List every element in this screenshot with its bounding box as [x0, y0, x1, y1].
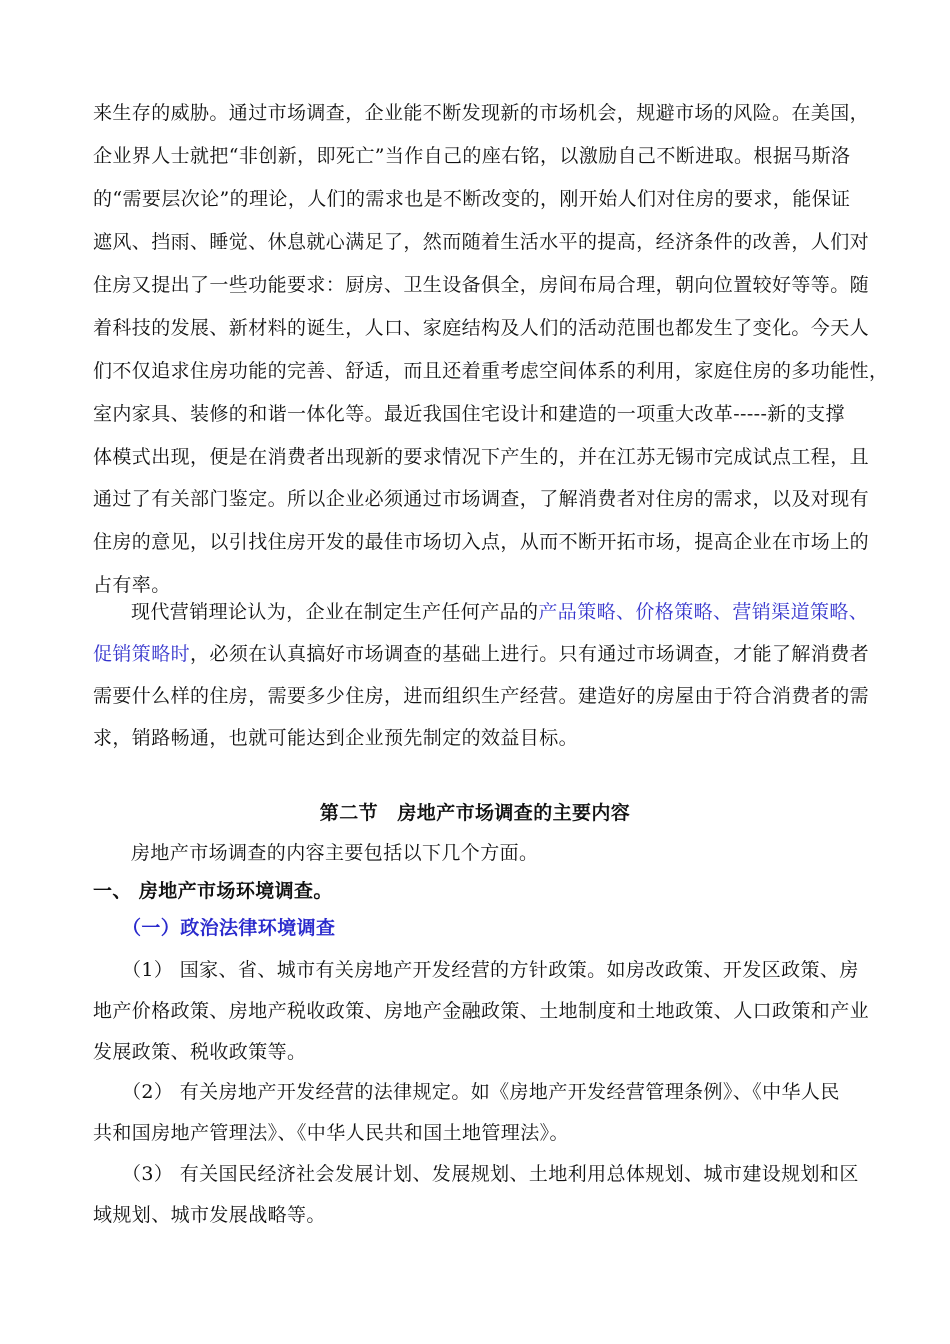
paragraph-line [93, 641, 870, 667]
paragraph-line: 来生存的威胁。通过市场调查，企业能不断发现新的市场机会，规避市场的风险。在美国， [93, 102, 870, 124]
section-intro: 房地产市场调查的内容主要包括以下几个方面。 [131, 842, 539, 864]
strategy-link[interactable]: 产品策略、价格策略、营销渠道策略、 [538, 601, 869, 623]
paragraph-line: 住房的意见，以引找住房开发的最佳市场切入点，从而不断开拓市场，提高企业在市场上的 [93, 531, 870, 553]
paragraph-text: ，必须在认真搞好市场调查的基础上进行。只有通过市场调查，才能了解消费者 [190, 643, 870, 665]
list-item-line: （2） 有关房地产开发经营的法律规定。如《房地产开发经营管理条例》、《中华人民 [122, 1081, 840, 1103]
paragraph-line: 的“需要层次论”的理论，人们的需求也是不断改变的，刚开始人们对住房的要求，能保证 [93, 188, 851, 210]
paragraph-line: 遮风、挡雨、睡觉、休息就心满足了，然而随着生活水平的提高，经济条件的改善，人们对 [93, 231, 870, 253]
paragraph-line: 着科技的发展、新材料的诞生，人口、家庭结构及人们的活动范围也都发生了变化。今天人 [93, 317, 870, 339]
list-item-line: 地产价格政策、房地产税收政策、房地产金融政策、土地制度和土地政策、人口政策和产业 [93, 1000, 870, 1022]
paragraph-line: 们不仅追求住房功能的完善、舒适，而且还着重考虑空间体系的利用，家庭住房的多功能性， [93, 360, 889, 382]
section-title: 第二节 房地产市场调查的主要内容 [319, 802, 631, 824]
paragraph-line: 住房又提出了一些功能要求：厨房、卫生设备俱全，房间布局合理，朝向位置较好等等。随 [93, 274, 870, 296]
list-item-line: 共和国房地产管理法》、《中华人民共和国土地管理法》。 [93, 1122, 569, 1144]
list-item-line: （1） 国家、省、城市有关房地产开发经营的方针政策。如房改政策、开发区政策、房 [122, 959, 859, 981]
list-item-line: （3） 有关国民经济社会发展计划、发展规划、土地利用总体规划、城市建设规划和区 [122, 1163, 859, 1185]
paragraph-line: 室内家具、装修的和谐一体化等。最近我国住宅设计和建造的一项重大改革-----新的支撑 [93, 403, 845, 425]
subheading-political-legal: （一）政治法律环境调查 [122, 917, 336, 939]
strategy-link[interactable]: 促销策略时 [93, 643, 191, 665]
list-item-line: 域规划、城市发展战略等。 [93, 1204, 326, 1226]
list-item-line: 发展政策、税收政策等。 [93, 1041, 307, 1063]
paragraph-line: 体模式出现，便是在消费者出现新的要求情况下产生的，并在江苏无锡市完成试点工程，且 [93, 446, 870, 468]
paragraph-line [131, 599, 901, 625]
heading-market-environment: 一、 房地产市场环境调查。 [93, 880, 333, 902]
paragraph-line: 需要什么样的住房，需要多少住房，进而组织生产经营。建造好的房屋由于符合消费者的需 [93, 685, 870, 707]
paragraph-line: 求，销路畅通，也就可能达到企业预先制定的效益目标。 [93, 727, 579, 749]
paragraph-line: 占有率。 [93, 574, 171, 596]
paragraph-text: 现代营销理论认为，企业在制定生产任何产品的 [131, 601, 539, 623]
paragraph-line: 企业界人士就把“非创新，即死亡”当作自己的座右铭，以激励自己不断进取。根据马斯洛 [93, 145, 851, 167]
paragraph-line: 通过了有关部门鉴定。所以企业必须通过市场调查，了解消费者对住房的需求，以及对现有 [93, 488, 870, 510]
